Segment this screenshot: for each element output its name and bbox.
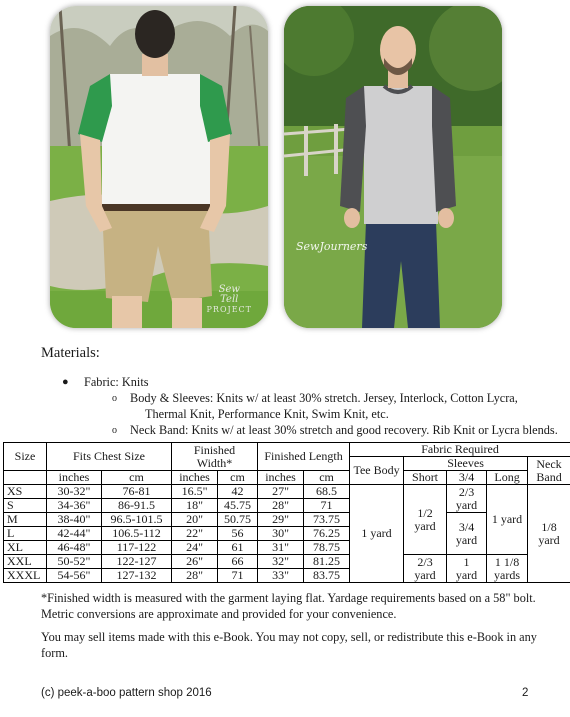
short-small-l2: yard [414, 518, 436, 533]
chest-inches-header: inches [47, 471, 102, 485]
short-header: Short [404, 471, 447, 485]
size-cell: S [4, 499, 47, 513]
width-cm-cell: 56 [218, 527, 258, 541]
finished-width-header [172, 443, 258, 471]
width-cm-cell: 71 [218, 569, 258, 583]
length-in-cell: 32" [258, 555, 304, 569]
width-in-cell: 28" [172, 569, 218, 583]
width-inches-header: inches [172, 471, 218, 485]
front-view-image [284, 6, 502, 328]
width-in-cell: 26" [172, 555, 218, 569]
width-in-cell: 22" [172, 527, 218, 541]
length-cm-cell: 71 [304, 499, 350, 513]
back-view-image [50, 6, 268, 328]
width-cm-cell: 66 [218, 555, 258, 569]
neck-band-line: Neck Band: Knits w/ at least 30% stretch and good recovery. Rib Knit or Lycra blends. [130, 423, 558, 437]
width-cm-cell: 42 [218, 485, 258, 499]
three-quarter-header: 3/4 [447, 471, 487, 485]
width-cm-cell: 45.75 [218, 499, 258, 513]
circle-bullet-icon: o [112, 425, 117, 436]
size-cell: XL [4, 541, 47, 555]
long-large-l1: 1 1/8 [494, 554, 520, 569]
neck-band-cell [528, 485, 570, 583]
width-cm-header: cm [218, 471, 258, 485]
length-in-cell: 31" [258, 541, 304, 555]
size-cell: XXL [4, 555, 47, 569]
photo-back-view [50, 6, 268, 328]
finished-width-line1: Finished [193, 442, 236, 457]
tq-small-l2: yard [455, 497, 478, 512]
sew-tell-watermark: Sew Tell PROJECT [206, 283, 252, 314]
tq-mid-l1: 3/4 [458, 519, 475, 534]
length-in-cell: 30" [258, 527, 304, 541]
chest-cm-cell: 127-132 [102, 569, 172, 583]
sleeves-header: Sleeves [404, 457, 528, 471]
fabric-required-header: Fabric Required [350, 443, 570, 457]
circle-bullet-icon: o [112, 393, 117, 404]
footnote-line1: *Finished width is measured with the garment laying flat. Yardage requirements based on a 58" bolt. [41, 591, 536, 605]
width-in-cell: 18" [172, 499, 218, 513]
tq-mid-cell [447, 513, 487, 555]
chest-cm-cell: 86-91.5 [102, 499, 172, 513]
long-large-cell [487, 555, 528, 583]
neck-l1: 1/8 [541, 519, 557, 534]
chest-in-cell: 42-44" [47, 527, 102, 541]
width-cm-cell: 61 [218, 541, 258, 555]
photo-front-view [284, 6, 502, 328]
length-in-cell: 33" [258, 569, 304, 583]
footer-copyright: (c) peek-a-boo pattern shop 2016 [41, 687, 212, 699]
tq-mid-l2: yard [455, 532, 478, 547]
short-large-l2: yard [414, 567, 436, 582]
size-cell: L [4, 527, 47, 541]
size-cell: XXXL [4, 569, 47, 583]
short-large-cell [404, 555, 447, 583]
length-in-cell: 28" [258, 499, 304, 513]
size-cell: XS [4, 485, 47, 499]
size-cell: M [4, 513, 47, 527]
chest-cm-cell: 122-127 [102, 555, 172, 569]
short-large-l1: 2/3 [417, 554, 433, 569]
chest-in-cell: 54-56" [47, 569, 102, 583]
chest-cm-cell: 76-81 [102, 485, 172, 499]
neck-band-line2: Band [536, 469, 562, 484]
length-cm-header: cm [304, 471, 350, 485]
header-row-1 [4, 443, 570, 457]
finished-width-line2: Width* [196, 455, 233, 470]
chest-cm-cell: 117-122 [102, 541, 172, 555]
width-cm-cell: 50.75 [218, 513, 258, 527]
table-row [4, 513, 570, 527]
header-row-3 [4, 471, 570, 485]
tee-body-cell: 1 yard [350, 485, 404, 583]
chest-cm-header: cm [102, 471, 172, 485]
materials-heading: Materials: [41, 345, 100, 361]
table-row [4, 485, 570, 499]
length-cm-cell: 83.75 [304, 569, 350, 583]
short-small-l1: 1/2 [417, 505, 433, 520]
length-in-cell: 29" [258, 513, 304, 527]
chest-in-cell: 46-48" [47, 541, 102, 555]
chest-cm-cell: 106.5-112 [102, 527, 172, 541]
footnote-line2: Metric conversions are approximate and provided for your convenience. [41, 607, 397, 621]
chest-in-cell: 34-36" [47, 499, 102, 513]
tq-large-l2: yard [455, 567, 478, 582]
length-cm-cell: 68.5 [304, 485, 350, 499]
chest-header: Fits Chest Size [47, 443, 172, 471]
footnote [41, 590, 561, 622]
rights-line2: form. [41, 646, 68, 660]
page-number: 2 [522, 687, 529, 699]
width-in-cell: 24" [172, 541, 218, 555]
tq-large-l1: 1 [463, 554, 470, 569]
tq-small-l1: 2/3 [458, 484, 475, 499]
table-row [4, 555, 570, 569]
rights-line1: You may sell items made with this e-Book. You may not copy, sell, or redistribute this e-Book in any [41, 630, 537, 644]
width-in-cell: 20" [172, 513, 218, 527]
length-inches-header: inches [258, 471, 304, 485]
fabric-label: Fabric: Knits [84, 375, 149, 389]
long-large-l2: yards [494, 567, 521, 582]
bullet-icon: ● [62, 376, 69, 388]
body-sleeves-line2: Thermal Knit, Performance Knit, Swim Knit, etc. [145, 407, 389, 421]
chest-in-cell: 30-32" [47, 485, 102, 499]
neck-band-line1: Neck [536, 456, 562, 471]
length-cm-cell: 76.25 [304, 527, 350, 541]
sewjourners-watermark: SewJourners [296, 240, 368, 253]
long-small-cell: 1 yard [487, 485, 528, 555]
length-cm-cell: 81.25 [304, 555, 350, 569]
length-cm-cell: 78.75 [304, 541, 350, 555]
width-in-cell: 16.5" [172, 485, 218, 499]
usage-rights [41, 629, 551, 661]
size-chart-table [3, 442, 570, 583]
tq-large-cell [447, 555, 487, 583]
tq-small-cell [447, 485, 487, 513]
size-header: Size [4, 443, 47, 471]
length-cm-cell: 73.75 [304, 513, 350, 527]
finished-length-header: Finished Length [258, 443, 350, 471]
neck-band-header [528, 457, 570, 485]
chest-in-cell: 50-52" [47, 555, 102, 569]
length-in-cell: 27" [258, 485, 304, 499]
chest-cm-cell: 96.5-101.5 [102, 513, 172, 527]
long-header: Long [487, 471, 528, 485]
neck-l2: yard [538, 532, 560, 547]
chest-in-cell: 38-40" [47, 513, 102, 527]
tee-body-header: Tee Body [350, 457, 404, 485]
body-sleeves-line1: Body & Sleeves: Knits w/ at least 30% stretch. Jersey, Interlock, Cotton Lycra, [130, 391, 518, 405]
short-small-cell [404, 485, 447, 555]
